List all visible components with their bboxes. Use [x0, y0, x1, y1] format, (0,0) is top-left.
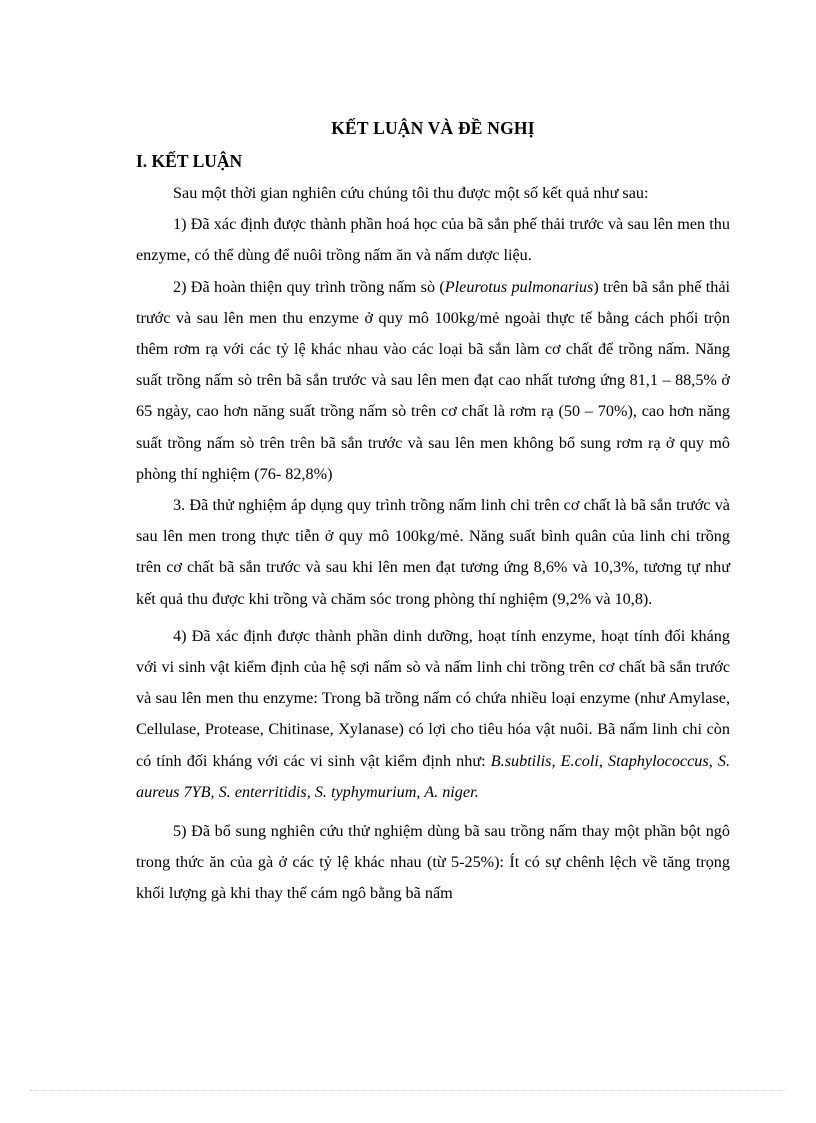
conclusion-paragraph-2 — [136, 272, 730, 490]
conclusion-paragraph-3: 3. Đã thử nghiệm áp dụng quy trình trồng nấm linh chi trên cơ chất là bã sắn trước và sau lên men trong thực tiễn ở quy mô 100kg/mẻ. Năng suất bình quân của linh chi trồng trên cơ chất bã sắn trước và sau khi lên men đạt tương ứng 8,6% và 10,3%, tương tự như kết quả thu được khi trồng và chăm sóc trong phòng thí nghiệm (9,2% và 10,8). — [136, 496, 730, 608]
conclusion-paragraph-5: 5) Đã bổ sung nghiên cứu thử nghiệm dùng bã sau trồng nấm thay một phần bột ngô trong thức ăn của gà ở các tỷ lệ khác nhau (từ 5-25%): Ít có sự chênh lệch về tăng trọng khối lượng gà khi thay thế cám ngô bằng bã nấm — [136, 822, 730, 903]
species-name-italic: Pleurotus pulmonarius — [444, 277, 594, 296]
microorganism-list-italic: B.subtilis, E.coli, Staphylococcus, S. aureus 7YB, S. enterritidis, S. typhymurium, A. niger. — [136, 751, 731, 801]
intro-paragraph: Sau một thời gian nghiên cứu chúng tôi thu được một số kết quả như sau: — [173, 184, 649, 202]
document-page — [136, 108, 730, 910]
section-heading: I. KẾT LUẬN — [136, 151, 243, 171]
conclusion-paragraph-4 — [136, 621, 730, 808]
paragraph-2-text-start: 2) Đã hoàn thiện quy trình trồng nấm sò ( — [173, 277, 445, 296]
paragraph-4-text: 4) Đã xác định được thành phần dinh dưỡng, hoạt tính enzyme, hoạt tính đối kháng với vi sinh vật kiểm định của hệ sợi nấm sò và nấm linh chi trồng trên cơ chất bã sắn trước và sau lên men thu enzyme: Trong bã trồng nấm có chứa nhiều loại enzyme (như Amylase, Cellulase, Protease, Chitinase, Xylanase) có lợi cho tiêu hóa vật nuôi. Bã nấm linh chi còn có tính đối kháng với các vi sinh vật kiểm định như: — [136, 626, 730, 770]
conclusion-paragraph-1: 1) Đã xác định được thành phần hoá học của bã sắn phế thải trước và sau lên men thu enzyme, có thể dùng để nuôi trồng nấm ăn và nấm dược liệu. — [136, 215, 730, 265]
page-bottom-divider — [30, 1090, 786, 1091]
paragraph-2-text-end: ) trên bã sắn phế thải trước và sau lên men thu enzyme ở quy mô 100kg/mẻ ngoài thực tế bằng cách phối trộn thêm rơm rạ với các tỷ lệ khác nhau vào các loại bã sắn làm cơ chất để trồng nấm. Năng suất trồng nấm sò trên bã sắn trước và sau lên men đạt cao nhất tương ứng 81,1 – 88,5% ở 65 ngày, cao hơn năng suất trồng nấm sò trên cơ chất là rơm rạ (50 – 70%), cao hơn năng suất trồng nấm sò trên trên bã sắn trước và sau lên men không bổ sung rơm rạ ở quy mô phòng thí nghiệm (76- 82,8%) — [136, 277, 731, 483]
page-title: KẾT LUẬN VÀ ĐỀ NGHỊ — [331, 118, 535, 138]
